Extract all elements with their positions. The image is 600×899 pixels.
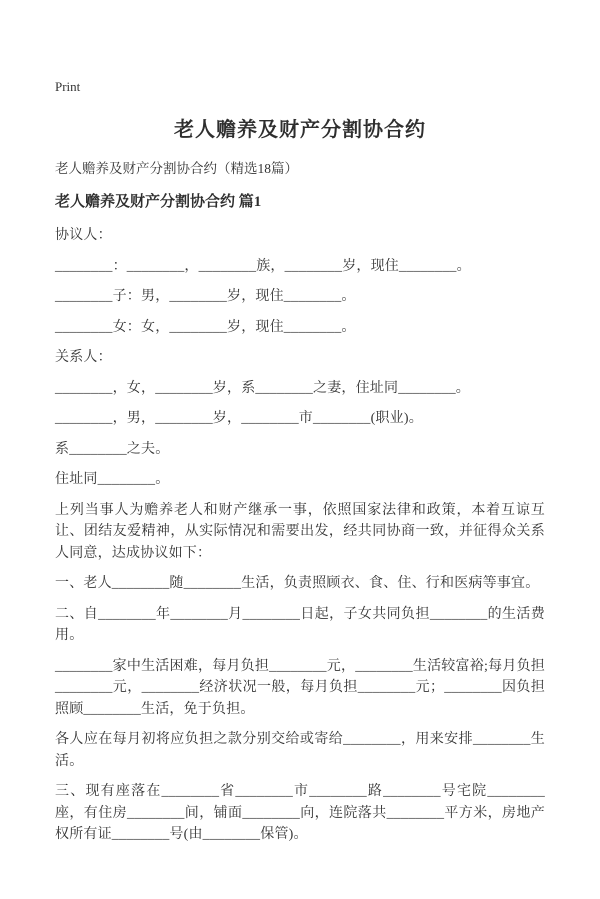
paragraph-clause-2-payment: 各人应在每月初将应负担之款分别交给或寄给________，用来安排________生活。 (55, 732, 545, 769)
paragraph-clause-2: 二、自________年________月________日起，子女共同负担________的生活费用。 (55, 606, 545, 643)
paragraph-clause-2-detail: ________家中生活困难，每月负担________元，________生活较富裕;每月负担________元，________经济状况一般，每月负担________元；________因负担照顾________生活，免于负担。 (55, 658, 545, 717)
paragraph-clause-1: 一、老人________随________生活，负责照顾衣、食、住、行和医病等事宜。 (55, 576, 540, 591)
paragraph-relation-address: 住址同________。 (55, 472, 170, 487)
paragraph-parties-label: 协议人： (55, 228, 112, 243)
paragraph-relation-husband: 系________之夫。 (55, 441, 170, 457)
paragraph-relation-wife: ________，女，________岁，系________之妻，住址同________。 (55, 380, 470, 396)
document-body (55, 225, 545, 846)
print-button[interactable]: Print (55, 79, 81, 94)
paragraph-relation-man: ________，男，________岁，________市________(职业)。 (55, 411, 423, 426)
paragraph-party-daughter: ________女：女，________岁，现住________。 (55, 319, 356, 335)
section-heading-part1: 老人赡养及财产分割协合约 篇1 (55, 194, 262, 210)
paragraph-preamble: 上列当事人为赡养老人和财产继承一事，依照国家法律和政策，本着互谅互让、团结友爱精神，从实际情况和需要出发，经共同协商一致，并征得众关系人同意，达成协议如下： (55, 502, 545, 561)
paragraph-party-elder: ________：________，________族，________岁，现住________。 (55, 258, 471, 274)
paragraph-relations-label: 关系人： (55, 350, 112, 365)
paragraph-clause-3-property: 三、现有座落在________省________市________路________号宅院________座，有住房________间，铺面________向，连院落共________平方米，房地产权所有证________号(由________保管)。 (55, 784, 545, 842)
document-title: 老人赡养及财产分割协合约 (174, 119, 426, 141)
document-subtitle: 老人赡养及财产分割协合约（精选18篇） (55, 161, 298, 176)
paragraph-party-son: ________子：男，________岁，现住________。 (55, 289, 356, 304)
